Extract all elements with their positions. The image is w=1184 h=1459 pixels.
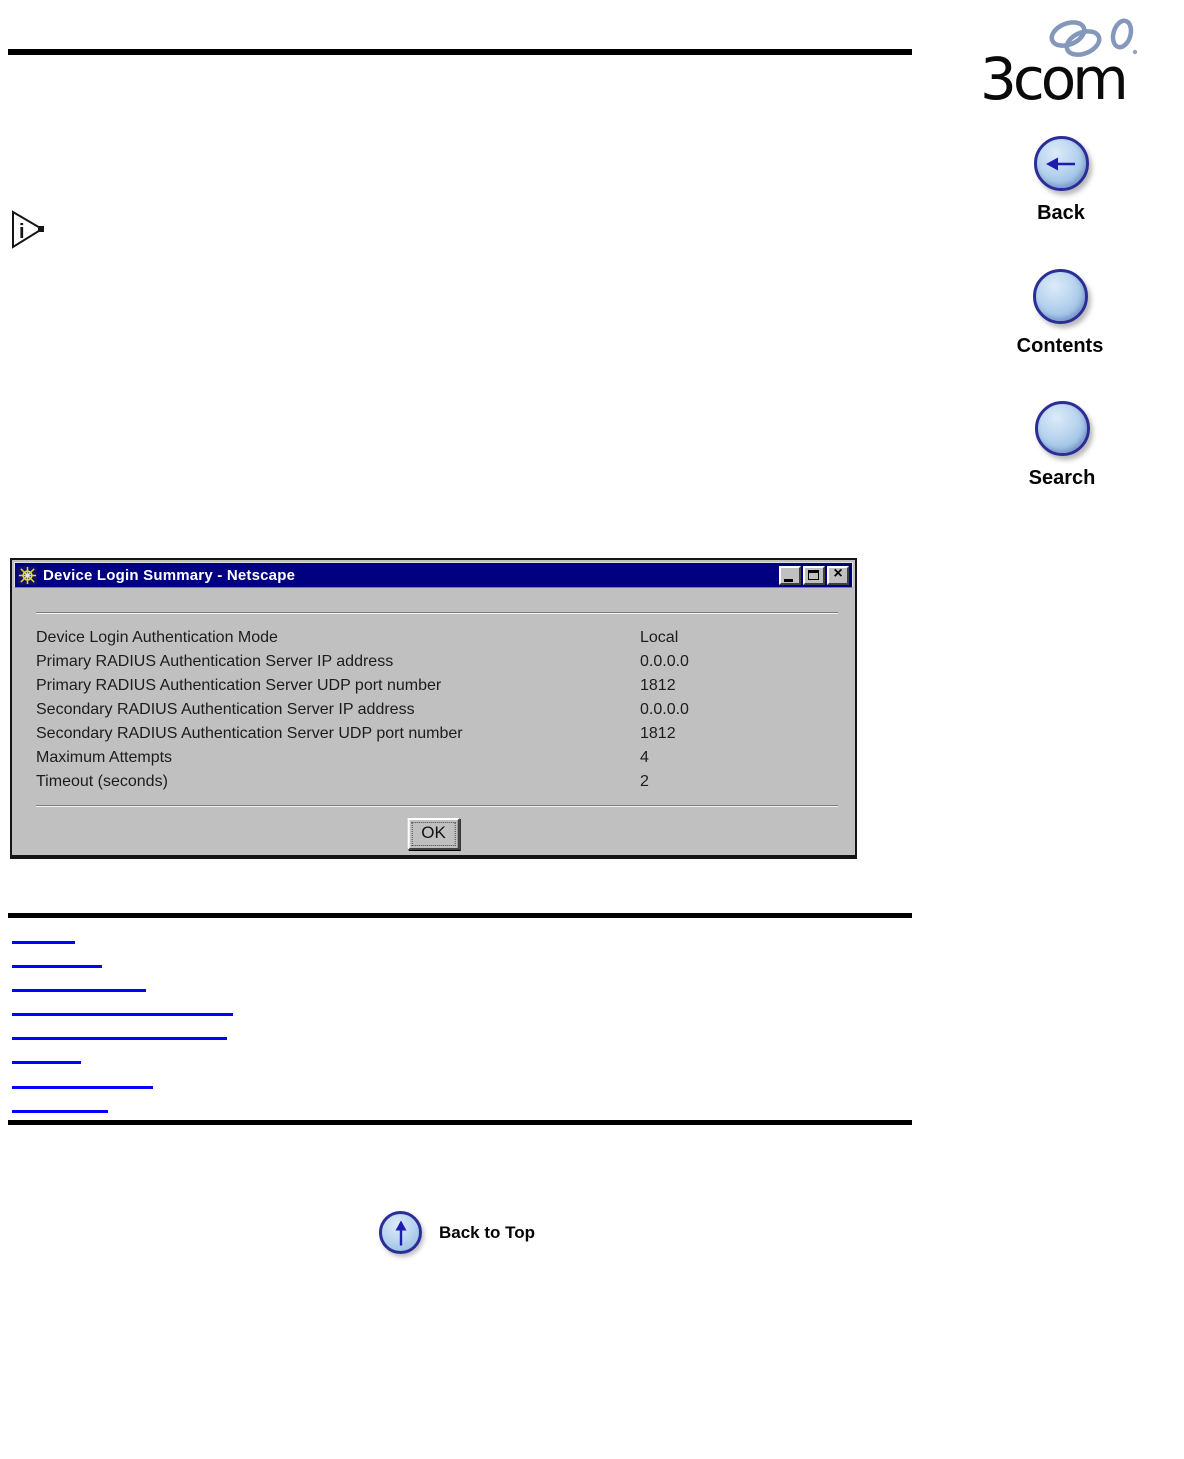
back-label: Back [1037, 202, 1085, 224]
contents-button[interactable] [1002, 269, 1118, 358]
doc-link[interactable] [12, 989, 146, 992]
maximize-icon [808, 570, 819, 580]
arrow-up-icon [393, 1219, 408, 1246]
dialog-divider-top [36, 612, 838, 614]
doc-link[interactable] [12, 965, 102, 968]
table-row [36, 698, 836, 722]
doc-link[interactable] [12, 1037, 227, 1040]
row-value: 0.0.0.0 [640, 653, 689, 670]
search-button[interactable] [1004, 401, 1120, 490]
row-label: Device Login Authentication Mode [36, 629, 278, 646]
window-titlebar[interactable] [14, 562, 853, 588]
minimize-button[interactable] [779, 566, 801, 585]
back-to-top-sphere-icon [379, 1211, 422, 1254]
doc-link[interactable] [12, 1086, 153, 1089]
row-label: Maximum Attempts [36, 749, 173, 766]
search-label: Search [1028, 467, 1096, 489]
row-label: Primary RADIUS Authentication Server IP address [36, 653, 394, 670]
doc-link[interactable] [12, 1110, 108, 1113]
close-icon: × [833, 564, 843, 582]
minimize-icon [784, 579, 793, 582]
maximize-button[interactable] [803, 566, 825, 585]
doc-link[interactable] [12, 1013, 233, 1016]
window-controls [779, 566, 849, 585]
back-to-top-button[interactable] [379, 1211, 535, 1254]
table-row [36, 674, 836, 698]
table-row [36, 650, 836, 674]
settings-table [36, 626, 836, 794]
brand-wordmark: 3com [980, 45, 1125, 113]
contents-sphere-icon [1033, 269, 1088, 324]
links-divider-top [8, 913, 912, 918]
contents-label: Contents [1016, 335, 1104, 357]
row-value: 4 [640, 749, 649, 766]
back-to-top-label: Back to Top [439, 1222, 536, 1242]
row-value: 2 [640, 773, 649, 790]
table-row [36, 626, 836, 650]
arrow-left-icon [1045, 155, 1077, 173]
close-button[interactable] [827, 566, 849, 585]
info-triangle-icon [11, 209, 47, 256]
ok-button-label: OK [411, 822, 456, 846]
back-button[interactable] [1003, 136, 1119, 225]
row-label: Secondary RADIUS Authentication Server UDP port number [36, 725, 463, 742]
back-sphere-icon [1034, 136, 1089, 191]
netscape-wheel-icon [18, 566, 37, 585]
top-divider [8, 49, 912, 55]
row-label: Timeout (seconds) [36, 773, 168, 790]
device-login-summary-window [10, 558, 857, 859]
row-value: 0.0.0.0 [640, 701, 689, 718]
row-value: 1812 [640, 677, 676, 694]
row-value: 1812 [640, 725, 676, 742]
doc-link[interactable] [12, 941, 75, 944]
table-row [36, 722, 836, 746]
links-divider-bottom [8, 1120, 912, 1125]
svg-text:i: i [19, 221, 25, 243]
search-sphere-icon [1035, 401, 1090, 456]
table-row [36, 746, 836, 770]
row-value: Local [640, 629, 679, 646]
ok-button[interactable] [407, 818, 460, 850]
dialog-divider-bottom [36, 805, 838, 807]
window-title: Device Login Summary - Netscape [43, 566, 296, 584]
row-label: Secondary RADIUS Authentication Server IP address [36, 701, 415, 718]
table-row [36, 770, 836, 794]
row-label: Primary RADIUS Authentication Server UDP port number [36, 677, 442, 694]
doc-link[interactable] [12, 1061, 81, 1064]
